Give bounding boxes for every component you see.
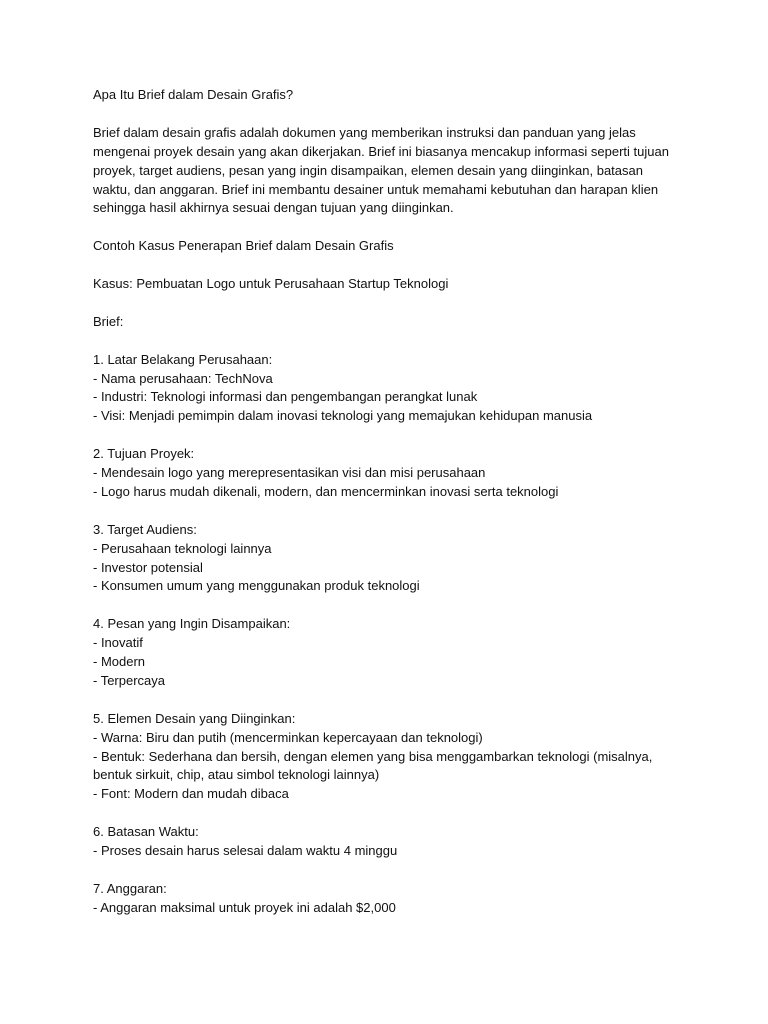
section-heading: 3. Target Audiens:: [93, 521, 197, 537]
spacer: [93, 596, 673, 615]
section-item: - Investor potensial: [93, 559, 203, 575]
section-heading: 5. Elemen Desain yang Diinginkan:: [93, 710, 296, 726]
section-heading: 6. Batasan Waktu:: [93, 824, 199, 840]
spacer: [93, 105, 673, 124]
section-item: - Visi: Menjadi pemimpin dalam inovasi teknologi yang memajukan kehidupan manusia: [93, 408, 593, 424]
intro-line: sehingga hasil akhirnya sesuai dengan tujuan yang diinginkan.: [93, 200, 454, 216]
section-heading: 7. Anggaran:: [93, 880, 167, 896]
intro-line: waktu, dan anggaran. Brief ini membantu desainer untuk memahami kebutuhan dan harapan klien: [93, 181, 659, 197]
spacer: [93, 691, 673, 710]
section-project-goals: [93, 445, 673, 502]
section-heading: 2. Tujuan Proyek:: [93, 446, 195, 462]
document-title: Apa Itu Brief dalam Desain Grafis?: [93, 87, 294, 102]
document-page: [93, 86, 673, 918]
section-item: - Warna: Biru dan putih (mencerminkan kepercayaan dan teknologi): [93, 729, 483, 745]
spacer: [93, 294, 673, 313]
section-item: - Font: Modern dan mudah dibaca: [93, 786, 289, 802]
section-item: - Bentuk: Sederhana dan bersih, dengan elemen yang bisa menggambarkan teknologi (misalnya,: [93, 748, 653, 764]
intro-line: Brief dalam desain grafis adalah dokumen yang memberikan instruksi dan panduan yang jelas: [93, 124, 636, 140]
section-company-background: [93, 351, 673, 427]
spacer: [93, 502, 673, 521]
section-message: [93, 615, 673, 691]
spacer: [93, 426, 673, 445]
case-title: Kasus: Pembuatan Logo untuk Perusahaan Startup Teknologi: [93, 276, 449, 292]
brief-label: Brief:: [93, 313, 124, 329]
intro-line: mengenai proyek desain yang akan dikerjakan. Brief ini biasanya mencakup informasi seperti tujuan: [93, 143, 669, 159]
spacer: [93, 804, 673, 823]
section-item: - Modern: [93, 654, 146, 670]
section-item-continuation: bentuk sirkuit, chip, atau simbol teknologi lainnya): [93, 767, 380, 783]
section-design-elements: [93, 710, 673, 805]
section-item: - Anggaran maksimal untuk proyek ini adalah $2,000: [93, 899, 396, 915]
section-item: - Konsumen umum yang menggunakan produk teknologi: [93, 578, 420, 594]
section-heading: 1. Latar Belakang Perusahaan:: [93, 351, 273, 367]
spacer: [93, 861, 673, 880]
section-item: - Logo harus mudah dikenali, modern, dan mencerminkan inovasi serta teknologi: [93, 483, 559, 499]
section-heading: 4. Pesan yang Ingin Disampaikan:: [93, 616, 291, 632]
intro-line: proyek, target audiens, pesan yang ingin disampaikan, elemen desain yang diinginkan, batasan: [93, 162, 643, 178]
section-budget: [93, 880, 673, 918]
example-heading: Contoh Kasus Penerapan Brief dalam Desain Grafis: [93, 238, 394, 254]
intro-paragraph: [93, 124, 673, 219]
spacer: [93, 332, 673, 351]
spacer: [93, 218, 673, 237]
section-item: - Proses desain harus selesai dalam waktu 4 minggu: [93, 843, 398, 859]
section-timeline: [93, 823, 673, 861]
section-target-audience: [93, 521, 673, 597]
spacer: [93, 256, 673, 275]
section-item: - Nama perusahaan: TechNova: [93, 370, 273, 386]
section-item: - Industri: Teknologi informasi dan pengembangan perangkat lunak: [93, 389, 478, 405]
section-item: - Perusahaan teknologi lainnya: [93, 540, 272, 556]
section-item: - Terpercaya: [93, 672, 166, 688]
section-item: - Inovatif: [93, 635, 143, 651]
section-item: - Mendesain logo yang merepresentasikan visi dan misi perusahaan: [93, 465, 486, 481]
